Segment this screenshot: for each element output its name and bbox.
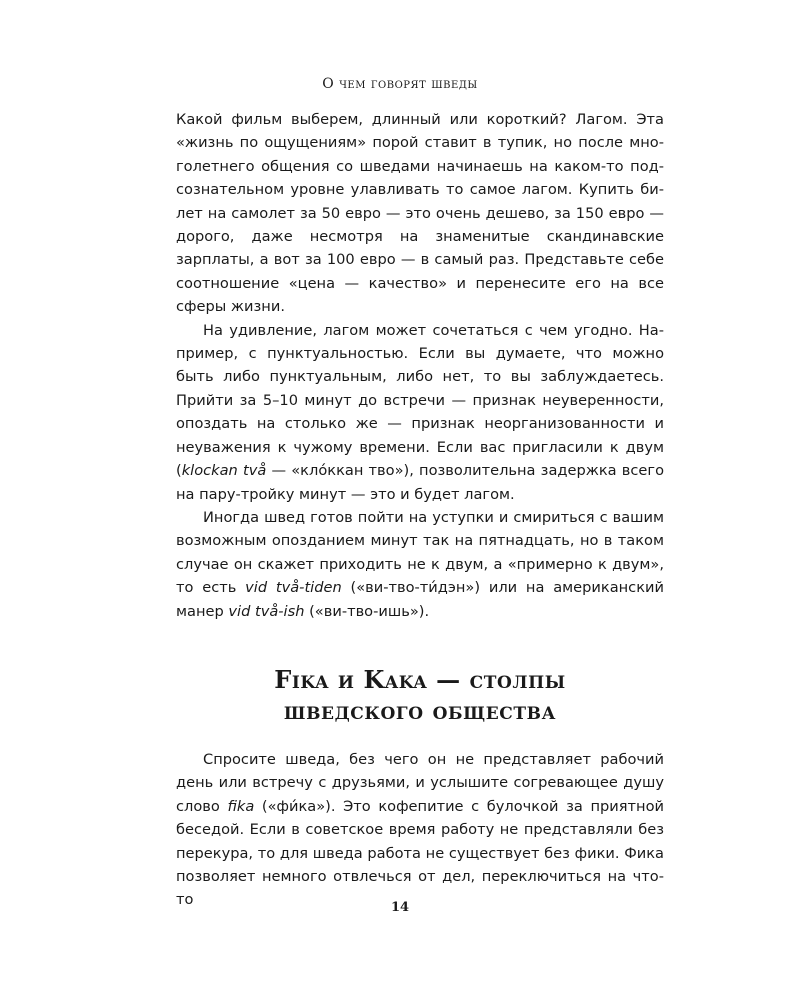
paragraph [176,748,664,912]
paragraph [176,108,664,319]
body-text-bottom [176,748,664,912]
text-segment: Спросите шведа, без чего он не представляет рабочий день или встречу с друзьями, и услышите согревающее душу слово [176,751,664,815]
page-number: 14 [390,900,410,915]
text-segment: («ви-тво-ти́дэн») или на американский манер [176,579,664,620]
running-head: О чем говорят шведы [322,76,478,92]
swedish-term: vid två-tiden [245,579,342,597]
section-heading [176,664,664,726]
text-segment: На удивление, лагом может сочетаться с чем угодно. Например, с пунктуальностью. Если вы думаете, что можно быть либо пунктуальным, либо нет, то вы заблуждаетесь. Прийти за 5–10 минут до встречи — признак неуверенности, опоздать на столько же — признак неорганизованности и неуважения к чужому времени. Если вас пригласили к двум ( [176,321,664,480]
swedish-term: vid två-ish [228,602,305,620]
text-segment: Иногда швед готов пойти на уступки и смириться с вашим возможным опозданием минут так на пятнадцать, но в таком случае он скажет приходить не к двум, а «примерно к двум», то есть [176,508,664,597]
body-text-top [176,108,664,623]
section-heading-line-2: шведского общества [283,696,557,725]
text-segment: («фи́ка»). Это кофепитие с булочкой за приятной беседой. Если в советское время работу не представляли без перекура, то для шведа работа не существует без фики. Фика позволяет немного отвлечься от дел, переключиться на что-то [176,797,664,909]
text-segment: («ви-тво-ишь»). [304,602,430,620]
section-heading-line-1: Fika и Kaka — столпы [274,665,566,694]
text-segment: Какой фильм выберем, длинный или короткий? Лагом. Эта «жизнь по ощущениям» порой ставит в тупик, но после многолетнего общения со шведами начинаешь на каком-то подсознательном уровне улавливать то самое лагом. Купить билет на самолет за 50 евро — это очень дешево, за 150 евро — дорого, даже несмотря на знаменитые скандинавские зарплаты, а вот за 100 евро — в самый раз. Представьте себе соотношение «цена — качество» и перенесите его на все сферы жизни. [176,111,664,316]
text-segment: — «кло́ккан тво»), позволительна задержка всего на пару-тройку минут — это и будет лагом. [176,462,665,503]
paragraph [176,506,664,623]
paragraph [176,319,664,506]
swedish-term: klockan två [181,462,267,480]
swedish-term: fika [227,797,255,815]
